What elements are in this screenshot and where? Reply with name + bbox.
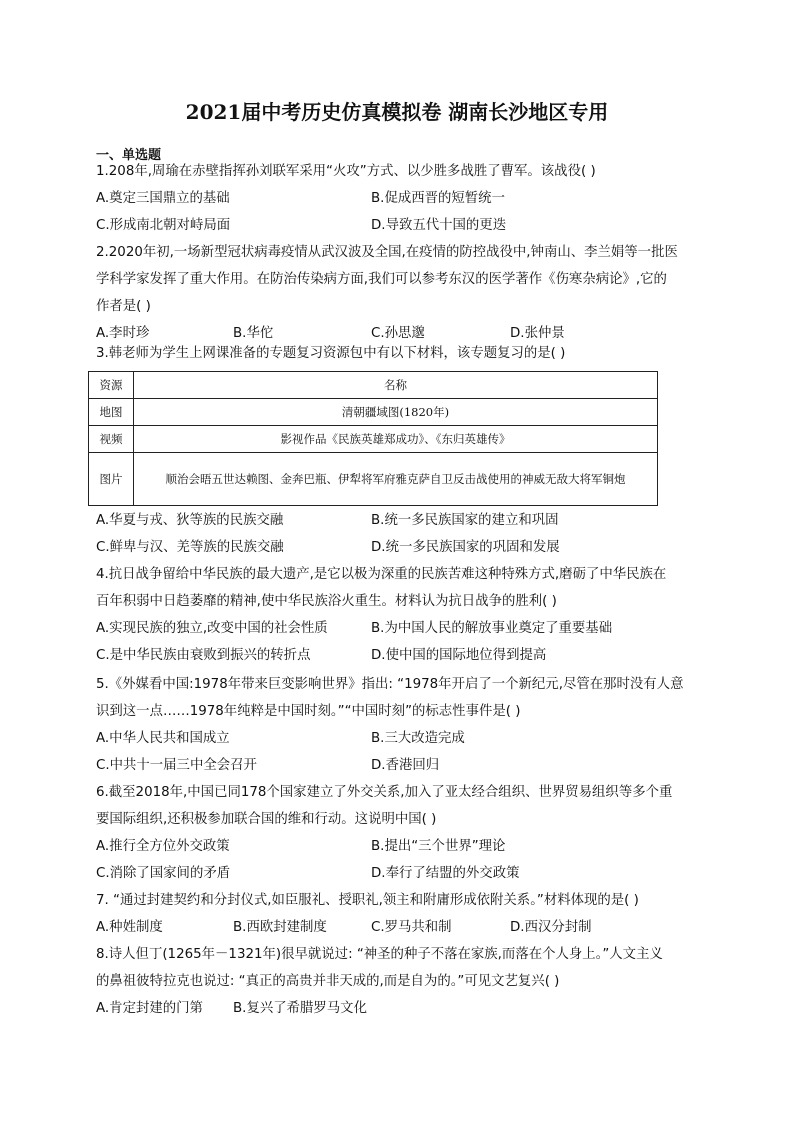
q6-option-c: C.消除了国家间的矛盾 (96, 866, 231, 881)
table-cell-name: 影视作品《民族英雄郑成功》、《东归英雄传》 (134, 426, 658, 453)
table-cell-name: 清朝疆域图(1820年) (134, 399, 658, 426)
table-row (89, 426, 658, 453)
section-heading: 一、单选题 (96, 148, 162, 163)
q2-option-b: B.华佗 (233, 326, 274, 341)
question-8-stem-line2: 的鼻祖彼特拉克也说过: “真正的高贵并非天成的,而是自为的。”可见文艺复兴( ) (96, 974, 560, 989)
table-row (89, 453, 658, 506)
table-header-name: 名称 (134, 372, 658, 399)
question-6-stem-line2: 要国际组织,还积极参加联合国的维和行动。这说明中国( ) (96, 812, 437, 827)
q5-option-a: A.中华人民共和国成立 (96, 731, 230, 746)
table-header-resource: 资源 (89, 372, 134, 399)
q4-option-a: A.实现民族的独立,改变中国的社会性质 (96, 621, 328, 636)
q7-option-b: B.西欧封建制度 (233, 920, 327, 935)
q6-option-a: A.推行全方位外交政策 (96, 839, 230, 854)
question-5-stem-line1: 5.《外媒看中国:1978年带来巨变影响世界》指出: “1978年开启了一个新纪元,尽管在那时没有人意 (96, 677, 684, 692)
q1-option-a: A.奠定三国鼎立的基础 (96, 191, 230, 206)
question-4-stem-line1: 4.抗日战争留给中华民族的最大遗产,是它以极为深重的民族苦难这种特殊方式,磨砺了中华民族在 (96, 567, 667, 582)
table-row (89, 372, 658, 399)
question-3-stem: 3.韩老师为学生上网课准备的专题复习资源包中有以下材料，该专题复习的是( ) (96, 346, 566, 361)
q7-option-a: A.种姓制度 (96, 920, 163, 935)
table-cell-type: 视频 (89, 426, 134, 453)
q5-option-c: C.中共十一届三中全会召开 (96, 758, 257, 773)
q2-option-d: D.张仲景 (510, 326, 565, 341)
table-cell-type: 图片 (89, 453, 134, 506)
q1-option-b: B.促成西晋的短暂统一 (371, 191, 505, 206)
q5-option-b: B.三大改造完成 (371, 731, 465, 746)
question-1-stem: 1.208年,周瑜在赤壁指挥孙刘联军采用“火攻”方式、以少胜多战胜了曹军。该战役( ) (96, 164, 596, 179)
question-5-stem-line2: 识到这一点……1978年纯粹是中国时刻。”“中国时刻”的标志性事件是( ) (96, 704, 521, 719)
resource-table (88, 371, 658, 506)
question-2-stem-line3: 作者是( ) (96, 299, 151, 314)
q1-option-c: C.形成南北朝对峙局面 (96, 218, 231, 233)
q3-option-b: B.统一多民族国家的建立和巩固 (371, 513, 559, 528)
table-row (89, 399, 658, 426)
question-2-stem-line1: 2.2020年初,一场新型冠状病毒疫情从武汉波及全国,在疫情的防控战役中,钟南山、李兰娟等一批医 (96, 245, 678, 260)
q5-option-d: D.香港回归 (371, 758, 440, 773)
q7-option-d: D.西汉分封制 (510, 920, 592, 935)
q2-option-a: A.李时珍 (96, 326, 150, 341)
question-8-stem-line1: 8.诗人但丁(1265年－1321年)很早就说过: “神圣的种子不落在家族,而落在个人身上。”人文主义 (96, 947, 663, 962)
q4-option-b: B.为中国人民的解放事业奠定了重要基础 (371, 621, 613, 636)
q6-option-b: B.提出“三个世界”理论 (371, 839, 506, 854)
q4-option-d: D.使中国的国际地位得到提高 (371, 648, 547, 663)
table-cell-name: 顺治会晤五世达赖图、金奔巴瓶、伊犁将军府雅克萨自卫反击战使用的神威无敌大将军铜炮 (134, 453, 658, 506)
question-4-stem-line2: 百年积弱中日趋萎靡的精神,使中华民族浴火重生。材料认为抗日战争的胜利( ) (96, 594, 557, 609)
question-2-stem-line2: 学科学家发挥了重大作用。在防治传染病方面,我们可以参考东汉的医学著作《伤寒杂病论》,它的 (96, 272, 667, 287)
q2-option-c: C.孙思邈 (371, 326, 425, 341)
question-6-stem-line1: 6.截至2018年,中国已同178个国家建立了外交关系,加入了亚太经合组织、世界贸易组织等多个重 (96, 785, 673, 800)
q3-option-d: D.统一多民族国家的巩固和发展 (371, 540, 560, 555)
q4-option-c: C.是中华民族由衰败到振兴的转折点 (96, 648, 311, 663)
question-7-stem: 7. “通过封建契约和分封仪式,如臣服礼、授职礼,领主和附庸形成依附关系。”材料体现的是( ) (96, 893, 639, 908)
q8-option-b: B.复兴了希腊罗马文化 (233, 1001, 367, 1016)
page-title: 2021届中考历史仿真模拟卷 湖南长沙地区专用 (185, 100, 609, 124)
q8-option-a: A.肯定封建的门第 (96, 1001, 203, 1016)
q3-option-a: A.华夏与戎、狄等族的民族交融 (96, 513, 284, 528)
q6-option-d: D.奉行了结盟的外交政策 (371, 866, 520, 881)
table-cell-type: 地图 (89, 399, 134, 426)
q3-option-c: C.鲜卑与汉、羌等族的民族交融 (96, 540, 284, 555)
q1-option-d: D.导致五代十国的更迭 (371, 218, 507, 233)
q7-option-c: C.罗马共和制 (371, 920, 452, 935)
